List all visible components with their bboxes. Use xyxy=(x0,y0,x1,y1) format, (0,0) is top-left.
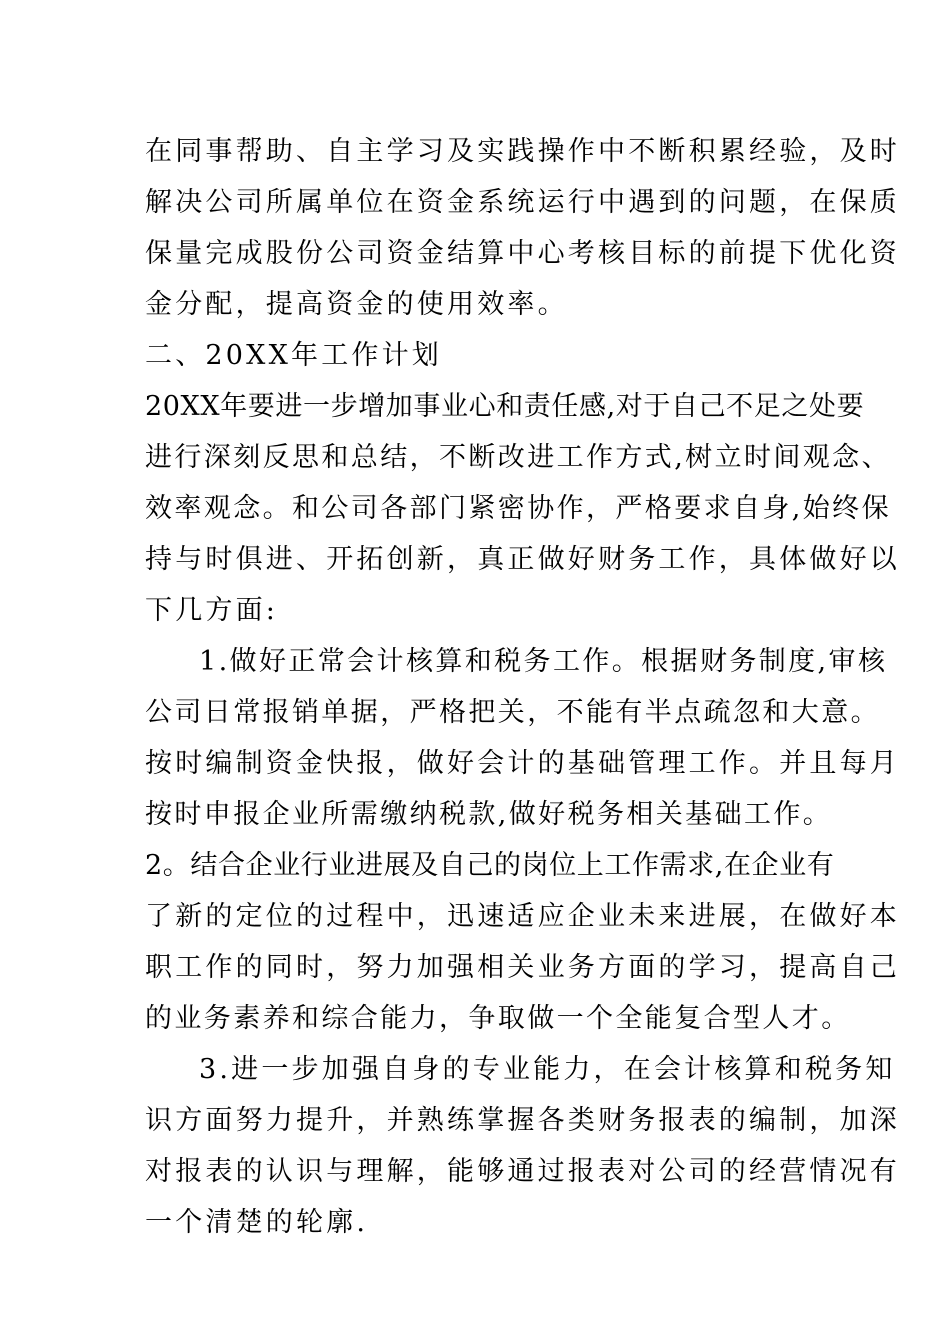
text-line: 按时编制资金快报，做好会计的基础管理工作。并且每月 xyxy=(145,748,900,779)
text-line: 按时申报企业所需缴纳税款,做好税务相关基础工作。 xyxy=(145,799,833,830)
text-line: 下几方面: xyxy=(145,595,279,626)
text-line: 2。结合企业行业进展及自己的岗位上工作需求,在企业有 xyxy=(145,850,835,881)
text-line: 1.做好正常会计核算和税务工作。根据财务制度,审核 xyxy=(199,646,888,677)
text-line: 保量完成股份公司资金结算中心考核目标的前提下优化资 xyxy=(145,238,900,269)
text-line: 金分配，提高资金的使用效率。 xyxy=(145,289,568,320)
text-line: 在同事帮助、自主学习及实践操作中不断积累经验，及时 xyxy=(145,136,900,167)
text-line: 持与时俱进、开拓创新，真正做好财务工作，具体做好以 xyxy=(145,544,900,575)
text-line: 进行深刻反思和总结，不断改进工作方式,树立时间观念、 xyxy=(145,442,891,473)
text-line: 20XX年要进一步增加事业心和责任感,对于自己不足之处要 xyxy=(145,391,865,422)
text-line: 效率观念。和公司各部门紧密协作，严格要求自身,始终保 xyxy=(145,493,891,524)
text-line: 的业务素养和综合能力，争取做一个全能复合型人才。 xyxy=(145,1003,851,1034)
text-line: 公司日常报销单据，严格把关，不能有半点疏忽和大意。 xyxy=(145,697,880,728)
text-line: 3.进一步加强自身的专业能力，在会计核算和税务知 xyxy=(199,1054,896,1085)
text-line: 了新的定位的过程中，迅速适应企业未来进展，在做好本 xyxy=(145,901,900,932)
text-line: 解决公司所属单位在资金系统运行中遇到的问题，在保质 xyxy=(145,187,900,218)
document-body xyxy=(145,126,900,1248)
text-line: 一个清楚的轮廓. xyxy=(145,1207,369,1238)
section-heading: 二、20XX年工作计划 xyxy=(145,340,442,371)
text-line: 职工作的同时，努力加强相关业务方面的学习，提高自己 xyxy=(145,952,900,983)
text-line: 对报表的认识与理解，能够通过报表对公司的经营情况有 xyxy=(145,1156,900,1187)
text-line: 识方面努力提升，并熟练掌握各类财务报表的编制，加深 xyxy=(145,1105,900,1136)
